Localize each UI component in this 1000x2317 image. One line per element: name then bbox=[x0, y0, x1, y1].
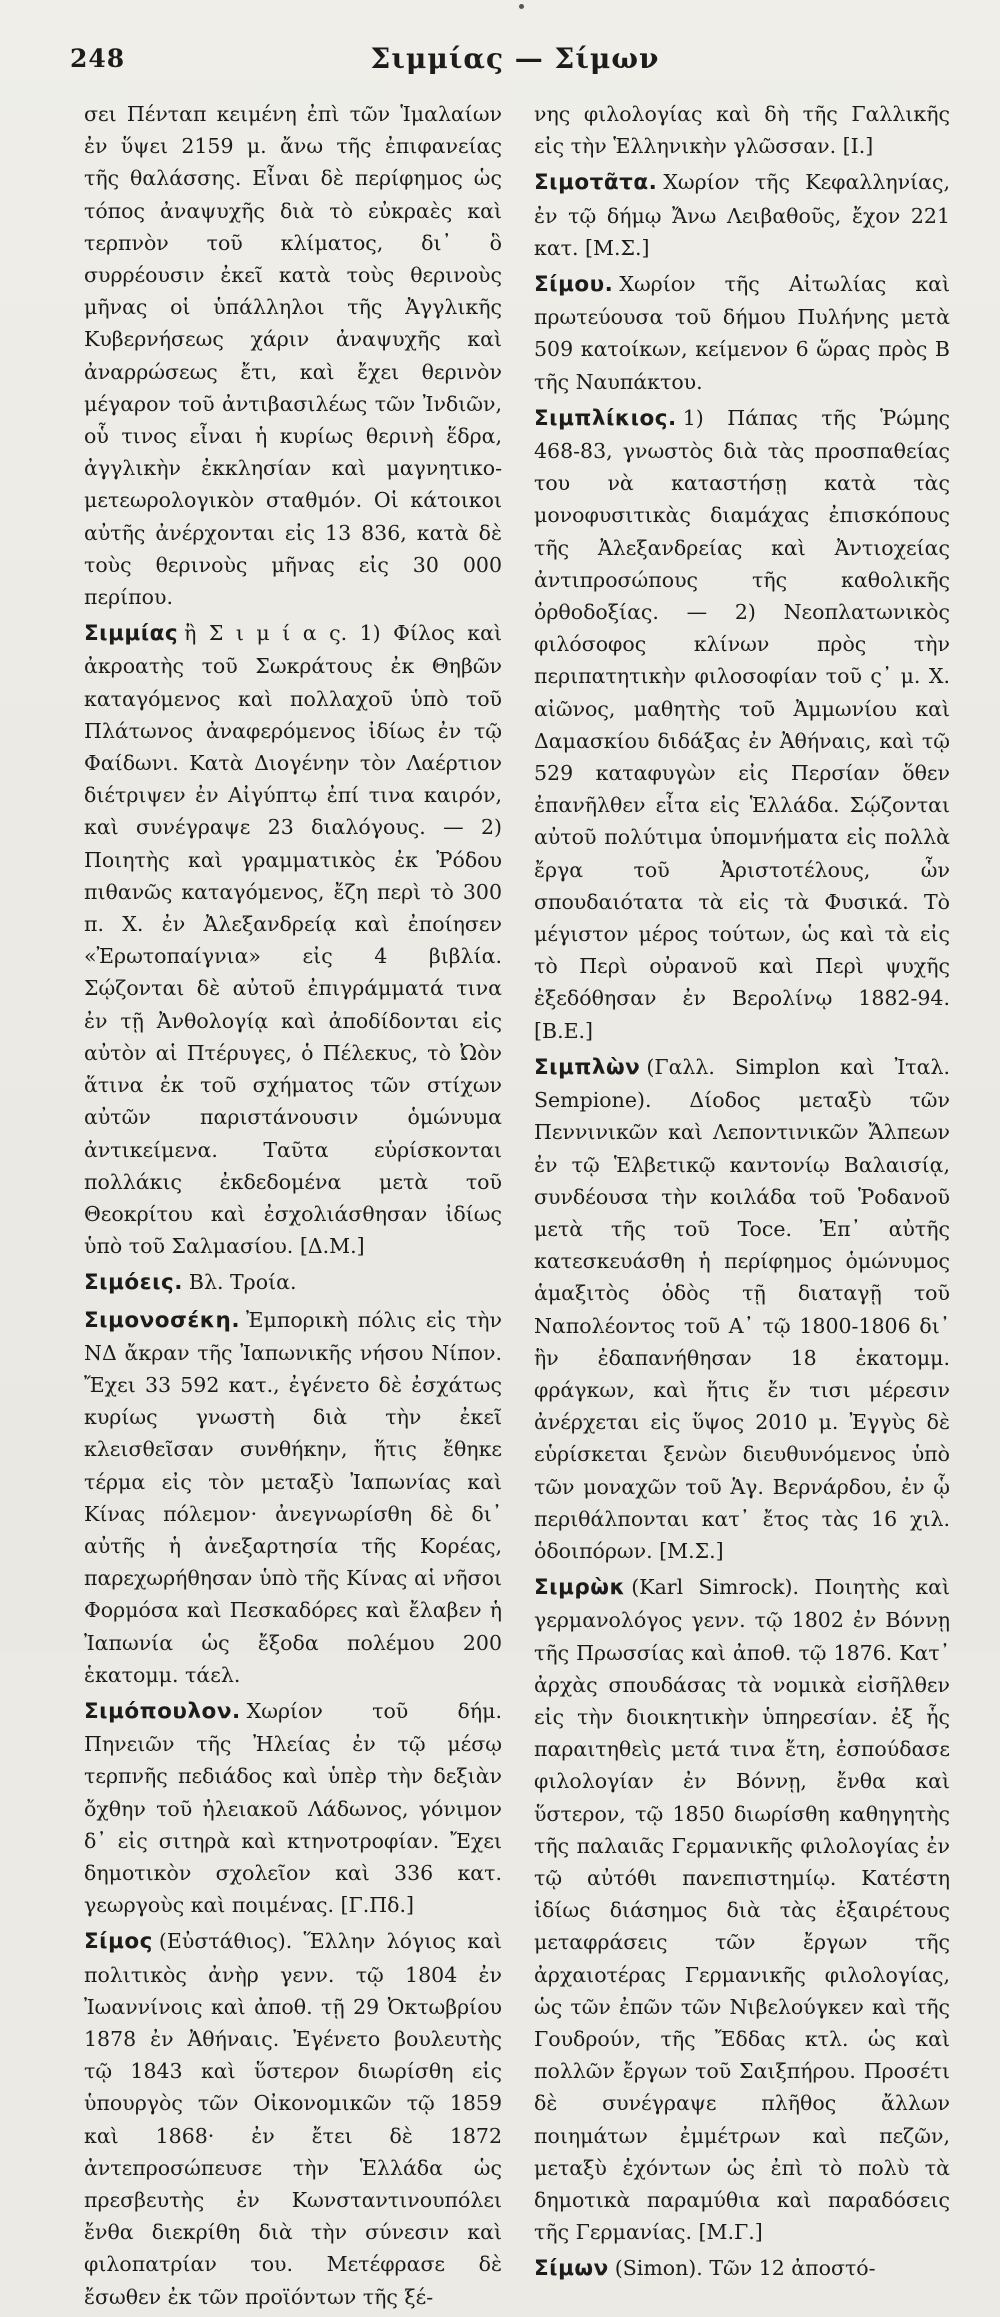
dictionary-entry bbox=[84, 1266, 502, 1299]
running-head: Σιμμίας — Σίμων bbox=[370, 42, 660, 75]
entry-text: Χωρίον τοῦ δήμ. Πηνειῶν τῆς Ἠλείας ἐν τῷ μέσῳ τερπνῆς πεδιάδος καὶ ὑπὲρ τὴν δεξιὰν ὄχθην τοῦ ἠλειακοῦ Λάδωνος, γόνιμον δ᾽ εἰς σιτηρὰ καὶ κτηνοτροφίαν. Ἔχει δημοτικὸν σχολεῖον καὶ 336 κατ. γεωργοὺς καὶ ποιμένας. [Γ.Πδ.] bbox=[84, 1698, 502, 1918]
page-header bbox=[70, 38, 960, 82]
dictionary-entry bbox=[84, 1695, 502, 1921]
entry-text: (Simon). Τῶν 12 ἀποστό- bbox=[614, 2256, 876, 2281]
entry-text: 1) Πάπας τῆς Ῥώμης 468-83, γνωστὸς διὰ τὰς προσπαθείας του νὰ καταστήσῃ κατὰ τὰς μονοφυσιτικὰς διαμάχας ἐπισκόπους τῆς Ἀλεξανδρείας καὶ Ἀντιοχείας ἀντιπροσώπους τῆς καθολικῆς ὀρθοδοξίας. — 2) Νεοπλατωνικὸς φιλόσοφος κλίνων πρὸς τὴν περιπατητικὴν φιλοσοφίαν τοῦ ς᾽ μ. Χ. αἰῶνος, μαθητὴς τοῦ Ἀμμωνίου καὶ Δαμασκίου διδάξας ἐν Ἀθήναις, καὶ τῷ 529 καταφυγὼν εἰς Περσίαν ὅθεν ἐπανῆλθεν εἶτα εἰς Ἑλλάδα. Σῴζονται αὐτοῦ πολύτιμα ὑπομνήματα εἰς πολλὰ ἔργα τοῦ Ἀριστοτέλους, ὧν σπουδαιότατα τὰ εἰς τὰ Φυσικά. Τὸ μέγιστον μέρος τούτων, ὡς καὶ τὰ εἰς τὸ Περὶ οὐρανοῦ καὶ Περὶ ψυχῆς ἐξεδόθησαν ἐν Βερολίνῳ 1882-94. [Β.Ε.] bbox=[534, 405, 950, 1043]
page-number: 248 bbox=[70, 44, 126, 73]
dictionary-entry bbox=[534, 1051, 950, 1567]
dictionary-entry bbox=[534, 2252, 950, 2285]
entry-text: Ἐμπορικὴ πόλις εἰς τὴν ΝΔ ἄκραν τῆς Ἰαπωνικῆς νήσου Νίπον. Ἔχει 33 592 κατ., ἐγένετο δὲ ἐσχάτως κυρίως γνωστὴ διὰ τὴν ἐκεῖ κλεισθεῖσαν συνθήκην, ἥτις ἔθηκε τέρμα εἰς τὸν μεταξὺ Ἰαπωνίας καὶ Κίνας πόλεμον· ἀνεγνωρίσθη δὲ δι᾽ αὐτῆς ἡ ἀνεξαρτησία τῆς Κορέας, παρεχωρήθησαν ὑπὸ τῆς Κίνας αἱ νῆσοι Φορμόσα καὶ Πεσκαδόρες καὶ ἔλαβεν ἡ Ἰαπωνία ὡς ἔξοδα πολέμου 200 ἑκατομμ. τάελ. bbox=[84, 1307, 502, 1687]
entry-headword: Σιμρὼκ bbox=[534, 1575, 626, 1601]
entry-text: (Karl Simrock). Ποιητὴς καὶ γερμανολόγος γενν. τῷ 1802 ἐν Βόννῃ τῆς Πρωσσίας καὶ ἀποθ. τῷ 1876. Κατ᾽ ἀρχὰς σπουδάσας τὰ νομικὰ εἰσῆλθεν εἰς τὴν διοικητικὴν ὑπηρεσίαν. ἐξ ἧς παραιτηθεὶς μετά τινα ἔτη, ἐσπούδασε φιλολογίαν ἐν Βόννῃ, ἔνθα καὶ ὕστερον, τῷ 1850 διωρίσθη καθηγητὴς τῆς παλαιᾶς Γερμανικῆς φιλολογίας ἐν τῷ αὐτόθι πανεπιστημίῳ. Κατέστη ἰδίως διάσημος διὰ τὰς ἐξαιρέτους μεταφράσεις τῶν ἔργων τῆς ἀρχαιοτέρας Γερμανικῆς φιλολογίας, ὡς τῶν ἐπῶν τῶν Νιβελούγκεν καὶ τῆς Γουδρούν, τῆς Ἔδδας κτλ. ὡς καὶ πολλῶν ἔργων τοῦ Σαιξπήρου. Προσέτι δὲ συνέγραψε πλῆθος ἄλλων ποιημάτων ἐμμέτρων καὶ πεζῶν, μεταξὺ ἐχόντων ὡς ἐπὶ τὸ πολὺ τὰ δημοτικὰ παραμύθια καὶ παραδόσεις τῆς Γερμανίας. [Μ.Γ.] bbox=[534, 1575, 950, 2245]
dictionary-entry bbox=[534, 268, 950, 398]
dictionary-entry bbox=[534, 1571, 950, 2248]
entry-headword: Σίμος bbox=[84, 1929, 153, 1955]
entry-headword: Σιμπλὼν bbox=[534, 1054, 641, 1080]
entry-headword: Σίμου. bbox=[534, 272, 614, 298]
entry-text: ἢ Σ ι μ ί α ς. 1) Φίλος καὶ ἀκροατὴς τοῦ Σωκράτους ἐκ Θηβῶν καταγόμενος καὶ πολλαχοῦ ὑπὸ τοῦ Πλάτωνος ἀναφερόμενος ἰδίως ἐν τῷ Φαίδωνι. Κατὰ Διογένην τὸν Λαέρτιον διέτριψεν ἐν Αἰγύπτῳ ἐπί τινα καιρόν, καὶ συνέγραψε 23 διαλόγους. — 2) Ποιητὴς καὶ γραμματικὸς ἐκ Ῥόδου πιθανῶς καταγόμενος, ἔζη περὶ τὸ 300 π. Χ. ἐν Ἀλεξανδρείᾳ καὶ ἐποίησεν «Ἐρωτοπαίγνια» εἰς 4 βιβλία. Σῴζονται δὲ αὐτοῦ ἐπιγράμματά τινα ἐν τῇ Ἀνθολογίᾳ καὶ ἀποδίδονται εἰς αὐτὸν αἱ Πτέρυγες, ὁ Πέλεκυς, τὸ Ὠὸν ἅτινα ἐκ τοῦ σχήματος τῶν στίχων αὐτῶν παριστάνουσιν ὁμώνυμα ἀντικείμενα. Ταῦτα εὑρίσκονται πολλάκις ἐκδεδομένα μετὰ τοῦ Θεοκρίτου καὶ ἐσχολιάσθησαν ἰδίως ὑπὸ τοῦ Σαλμασίου. [Δ.Μ.] bbox=[84, 621, 502, 1259]
dictionary-entry bbox=[534, 166, 950, 264]
entry-headword: Σιμόεις. bbox=[84, 1270, 183, 1296]
entry-headword: Σιμοτᾶτα. bbox=[534, 170, 658, 196]
ink-speck bbox=[519, 4, 524, 9]
entry-text: (Γαλλ. Simplon καὶ Ἰταλ. Sempione). Δίοδος μεταξὺ τῶν Πεννινικῶν καὶ Λεποντινικῶν Ἄλπεων ἐν τῷ Ἑλβετικῷ καντονίῳ Βαλαισίᾳ, συνδέουσα τὴν κοιλάδα τοῦ Ῥοδανοῦ μετὰ τῆς τοῦ Toce. Ἐπ᾽ αὐτῆς κατεσκευάσθη ἡ περίφημος ὁμώνυμος ἁμαξιτὸς ὁδὸς τῇ διαταγῇ τοῦ Ναπολέοντος τοῦ Α᾽ τῷ 1800-1806 δι᾽ ἣν ἐδαπανήθησαν 18 ἑκατομμ. φράγκων, καὶ ἥτις ἔν τισι μέρεσιν ἀνέρχεται εἰς ὕψος 2010 μ. Ἐγγὺς δὲ εὑρίσκεται ξενὼν διευθυνόμενος ὑπὸ τῶν μοναχῶν τοῦ Ἁγ. Βερνάρδου, ἐν ᾧ περιθάλπονται κατ᾽ ἔτος τὰς 16 χιλ. ὁδοιπόρων. [Μ.Σ.] bbox=[534, 1054, 950, 1563]
dictionary-entry bbox=[84, 617, 502, 1262]
entry-text: (Εὐστάθιος). Ἕλλην λόγιος καὶ πολιτικὸς ἀνὴρ γενν. τῷ 1804 ἐν Ἰωαννίνοις καὶ ἀποθ. τῇ 29 Ὀκτωβρίου 1878 ἐν Ἀθήναις. Ἐγένετο βουλευτὴς τῷ 1843 καὶ ὕστερον διωρίσθη εἰς ὑπουργὸς τῶν Οἰκονομικῶν τῷ 1859 καὶ 1868· ἐν ἔτει δὲ 1872 ἀντεπροσώπευσε τὴν Ἑλλάδα ὡς πρεσβευτὴς ἐν Κωνσταντινουπόλει ἔνθα διεκρίθη διὰ τὴν σύνεσιν καὶ φιλοπατρίαν του. Μετέφρασε δὲ ἔσωθεν ἐκ τῶν προϊόντων τῆς ξέ- bbox=[84, 1929, 502, 2309]
dictionary-entry bbox=[84, 1304, 502, 1691]
right-column bbox=[534, 98, 950, 2290]
entry-headword: Σιμόπουλον. bbox=[84, 1698, 241, 1724]
entry-headword: Σιμμίας bbox=[84, 621, 179, 647]
dictionary-entry bbox=[534, 402, 950, 1047]
continuation-text: σει Πένταπ κειμένη ἐπὶ τῶν Ἱμαλαίων ἐν ὕψει 2159 μ. ἄνω τῆς ἐπιφανείας τῆς θαλάσσης. Εἶναι δὲ περίφημος ὡς τόπος ἀναψυχῆς διὰ τὸ εὐκραὲς καὶ τερπνὸν τοῦ κλίματος, δι᾽ ὃ συρρέουσιν ἐκεῖ κατὰ τοὺς θερινοὺς μῆνας οἱ ὑπάλληλοι τῆς Ἀγγλικῆς Κυβερνήσεως χάριν ἀναψυχῆς καὶ ἀναρρώσεως ἔτι, καὶ ἔχει θερινὸν μέγαρον τοῦ ἀντιβασιλέως τῶν Ἰνδιῶν, οὗ τινος εἶναι ἡ κυρίως θερινὴ ἕδρα, ἀγγλικὴν ἐκκλησίαν καὶ μαγνητικο-μετεωρολογικὸν σταθμόν. Οἱ κάτοικοι αὐτῆς ἀνέρχονται εἰς 13 836, κατὰ δὲ τοὺς θερινοὺς μῆνας εἰς 30 000 περίπου. bbox=[84, 102, 502, 610]
continuation-text: νης φιλολογίας καὶ δὴ τῆς Γαλλικῆς εἰς τὴν Ἑλληνικὴν γλῶσσαν. [Ι.] bbox=[534, 102, 950, 159]
left-column bbox=[84, 98, 502, 2317]
entry-text: Χωρίον τῆς Κεφαλληνίας, ἐν τῷ δήμῳ Ἄνω Λειβαθοῦς, ἔχον 221 κατ. [Μ.Σ.] bbox=[534, 170, 950, 260]
entry-text: Βλ. Τροία. bbox=[188, 1270, 297, 1295]
entry-headword: Σίμων bbox=[534, 2256, 609, 2282]
entry-headword: Σιμονοσέκη. bbox=[84, 1307, 241, 1333]
entry-headword: Σιμπλίκιος. bbox=[534, 405, 677, 431]
dictionary-entry bbox=[84, 1925, 502, 2312]
entry-text: Χωρίον τῆς Αἰτωλίας καὶ πρωτεύουσα τοῦ δήμου Πυλήνης μετὰ 509 κατοίκων, κείμενον 6 ὥρας πρὸς Β τῆς Ναυπάκτου. bbox=[534, 272, 950, 394]
